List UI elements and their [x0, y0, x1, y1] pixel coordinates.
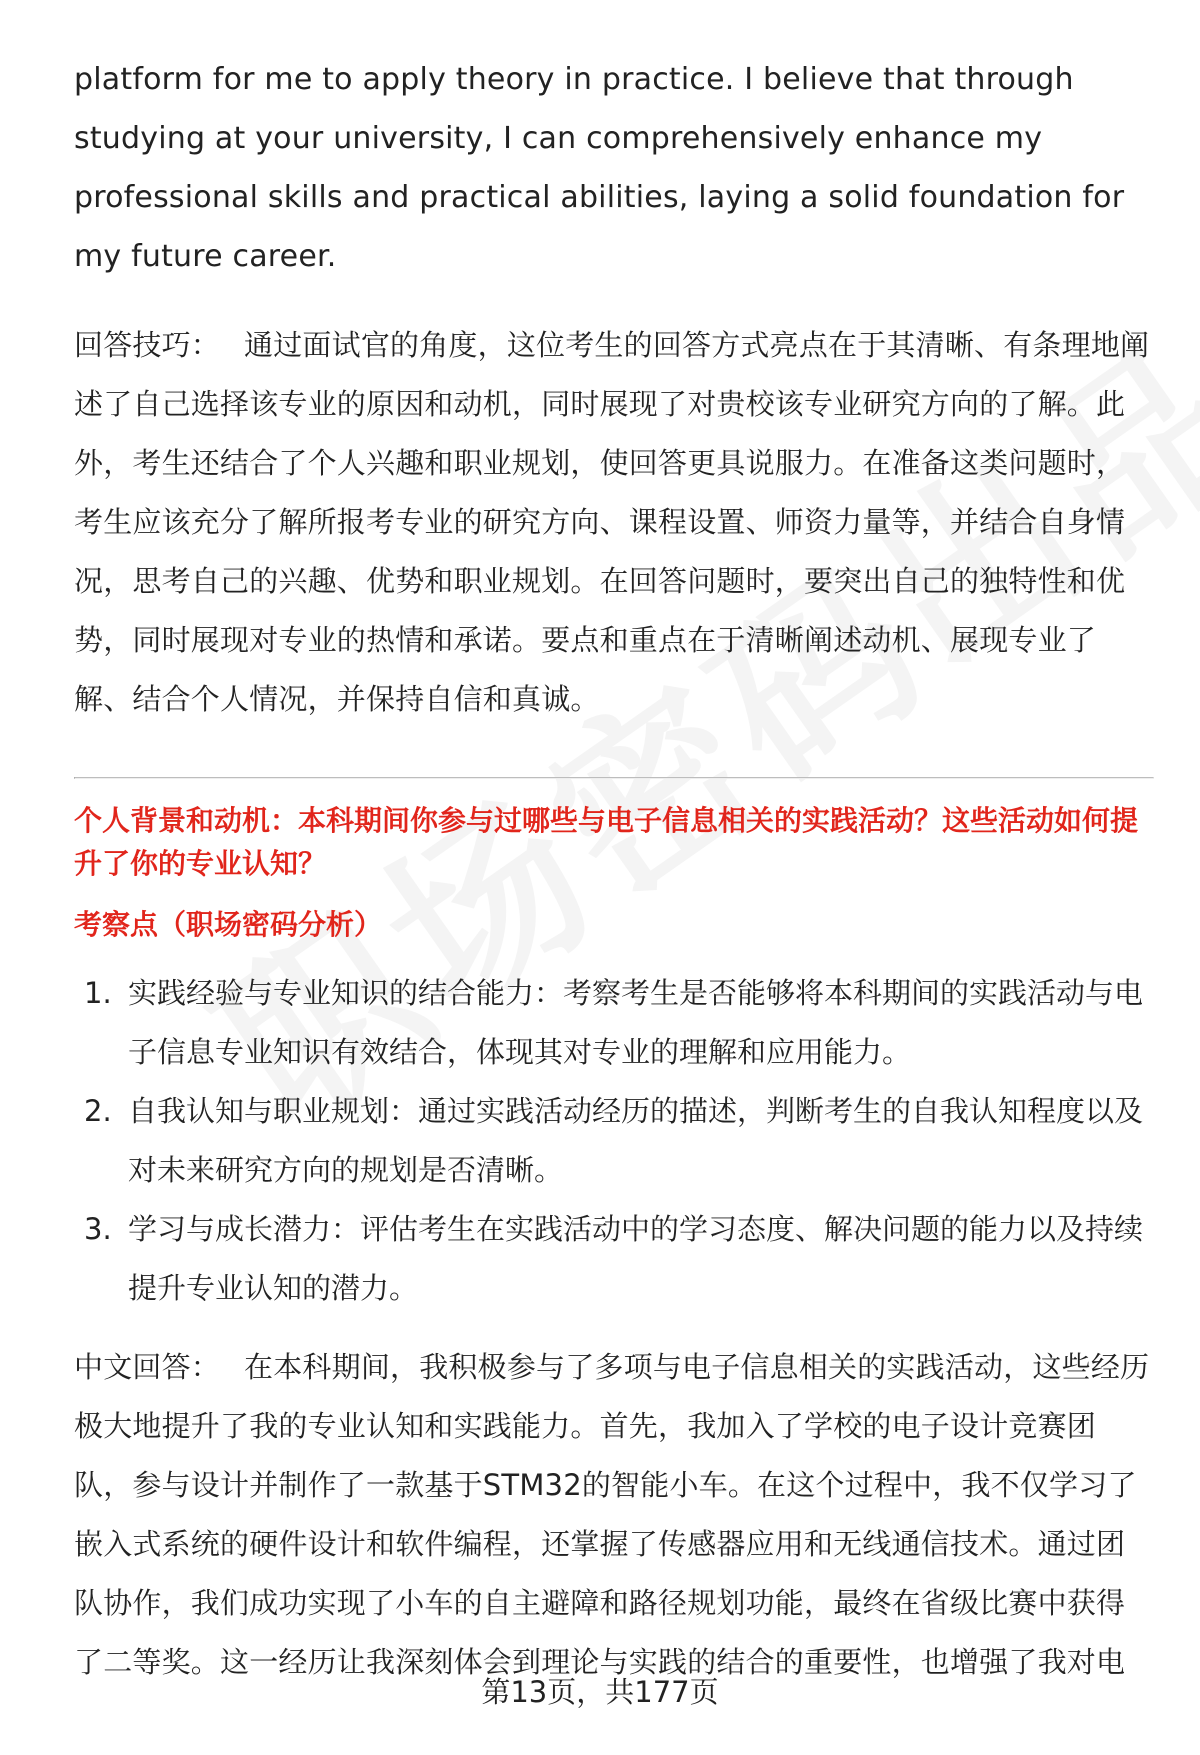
assessment-points-list: [74, 964, 1154, 1318]
page-content: [74, 50, 1154, 1692]
answer-tips-text: 通过面试官的角度，这位考生的回答方式亮点在于其清晰、有条理地阐述了自己选择该专业的原因和动机，同时展现了对贵校该专业研究方向的了解。此外，考生还结合了个人兴趣和职业规划，使回答更具说服力。在准备这类问题时，考生应该充分了解所报考专业的研究方向、课程设置、师资力量等，并结合自身情况，思考自己的兴趣、优势和职业规划。在回答问题时，要突出自己的独特性和优势，同时展现对专业的热情和承诺。要点和重点在于清晰阐述动机、展现专业了解、结合个人情况，并保持自信和真诚。: [74, 328, 1150, 716]
page-footer: 第13页，共177页: [481, 1675, 719, 1709]
chinese-answer-label: 中文回答：: [74, 1350, 221, 1384]
chinese-answer-text: 在本科期间，我积极参与了多项与电子信息相关的实践活动，这些经历极大地提升了我的专业认知和实践能力。首先，我加入了学校的电子设计竞赛团队，参与设计并制作了一款基于STM32的智能小车。在这个过程中，我不仅学习了嵌入式系统的硬件设计和软件编程，还掌握了传感器应用和无线通信技术。通过团队协作，我们成功实现了小车的自主避障和路径规划功能，最终在省级比赛中获得了二等奖。这一经历让我深刻体会到理论与实践的结合的重要性，也增强了我对电: [74, 1350, 1150, 1679]
answer-tips-label: 回答技巧：: [74, 328, 221, 362]
list-item-text: 实践经验与专业知识的结合能力：考察考生是否能够将本科期间的实践活动与电子信息专业知识有效结合，体现其对专业的理解和应用能力。: [128, 976, 1144, 1069]
answer-tips-paragraph: [74, 316, 1154, 729]
intro-paragraph: platform for me to apply theory in practice. I believe that through studying at your university, I can comprehensively enhance my professional skills and practical abilities, laying a solid foundation for my future career.: [74, 62, 1125, 274]
list-item: [74, 1200, 1154, 1318]
list-item-number: 3.: [84, 1212, 112, 1246]
question-heading: 个人背景和动机：本科期间你参与过哪些与电子信息相关的实践活动？这些活动如何提升了你的专业认知？: [74, 804, 1139, 880]
list-item-number: 2.: [84, 1094, 112, 1128]
list-item-number: 1.: [84, 976, 112, 1010]
list-item-text: 自我认知与职业规划：通过实践活动经历的描述，判断考生的自我认知程度以及对未来研究方向的规划是否清晰。: [128, 1094, 1144, 1187]
chinese-answer-paragraph: [74, 1338, 1154, 1692]
list-item-text: 学习与成长潜力：评估考生在实践活动中的学习态度、解决问题的能力以及持续提升专业认知的潜力。: [128, 1212, 1144, 1305]
assessment-heading: 考察点（职场密码分析）: [74, 908, 383, 941]
list-item: [74, 964, 1154, 1082]
list-item: [74, 1082, 1154, 1200]
section-divider: [74, 777, 1154, 779]
